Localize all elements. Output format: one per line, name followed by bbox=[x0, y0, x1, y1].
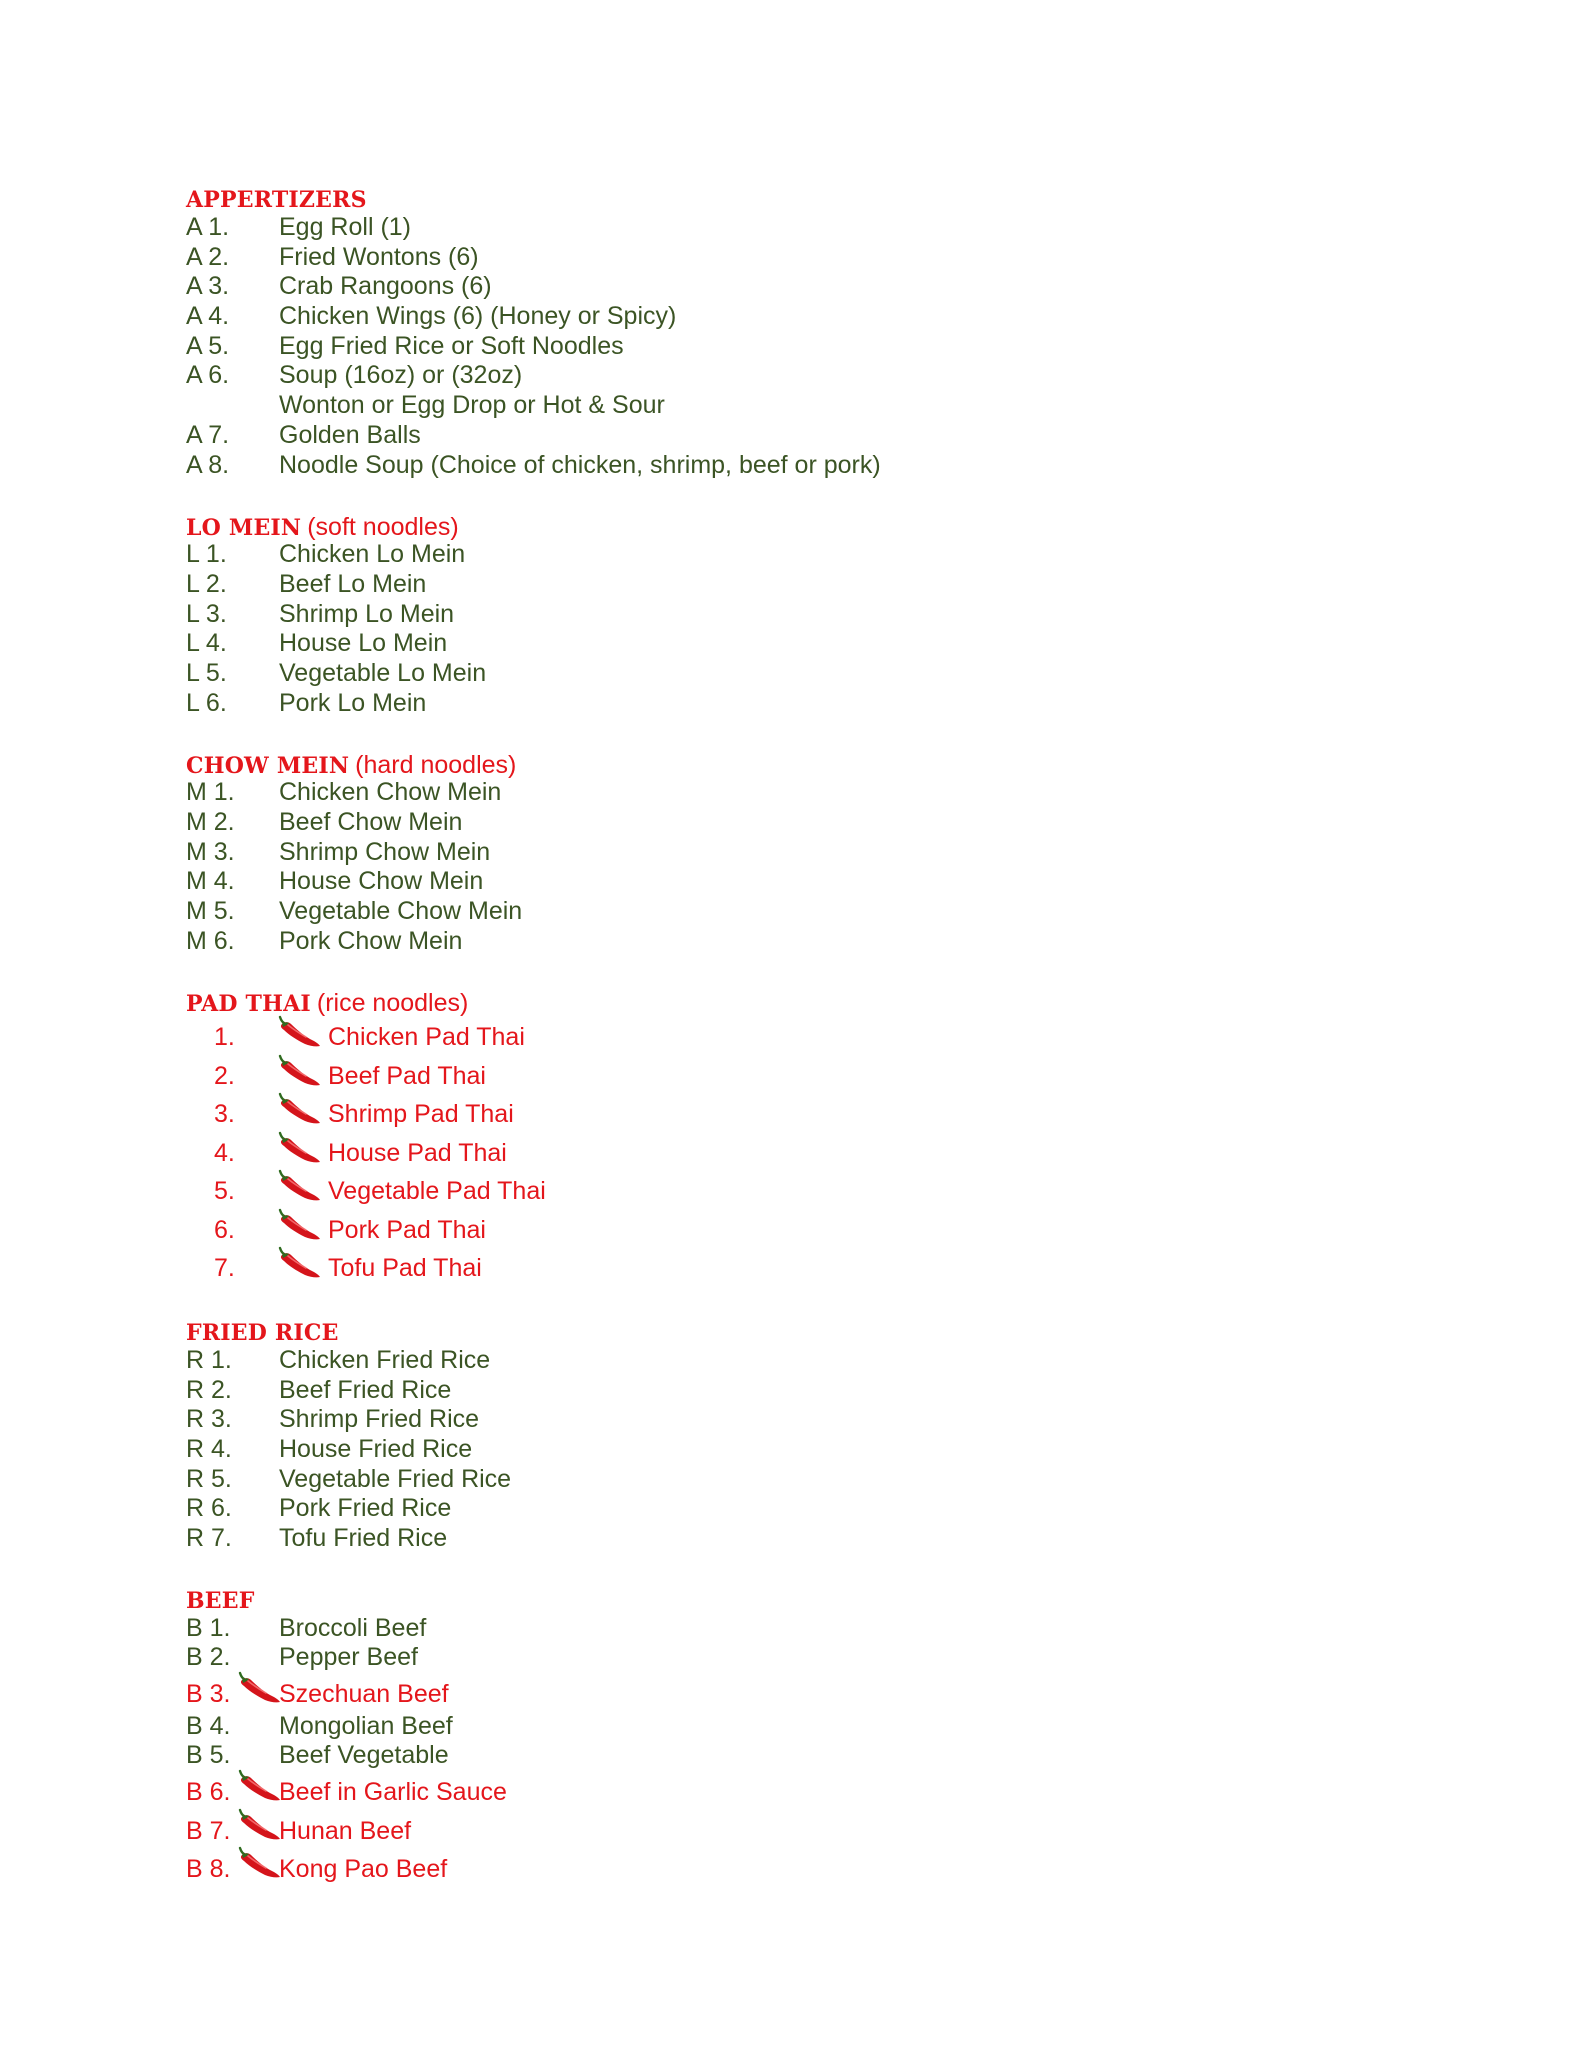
item-name: Chicken Chow Mein bbox=[279, 778, 502, 807]
chili-pepper-icon bbox=[276, 1168, 322, 1206]
item-name: Vegetable Lo Mein bbox=[279, 658, 487, 687]
item-name: Noodle Soup (Choice of chicken, shrimp, beef or pork) bbox=[279, 450, 881, 479]
menu-item bbox=[186, 1524, 1436, 1554]
chili-pepper-icon bbox=[276, 1053, 322, 1091]
menu-item bbox=[186, 1712, 1436, 1742]
menu-item bbox=[186, 1346, 1436, 1376]
item-name: Pork Pad Thai bbox=[328, 1215, 486, 1244]
chili-pepper-icon bbox=[276, 1207, 322, 1245]
section-heading bbox=[186, 748, 1436, 778]
item-code: A 1. bbox=[186, 213, 230, 241]
item-name: Broccoli Beef bbox=[279, 1613, 427, 1642]
section-title: LO MEIN bbox=[186, 515, 302, 542]
item-code: R 2. bbox=[186, 1375, 232, 1404]
item-code: L 5. bbox=[186, 658, 227, 687]
menu-item bbox=[186, 361, 1436, 391]
menu-item-spicy bbox=[186, 1170, 1436, 1209]
item-code: A 3. bbox=[186, 272, 230, 301]
item-name: Chicken Fried Rice bbox=[279, 1345, 491, 1374]
section-title: CHOW MEIN bbox=[186, 753, 350, 780]
item-code: 2. bbox=[214, 1061, 235, 1090]
item-name: Vegetable Chow Mein bbox=[279, 897, 523, 926]
menu-item bbox=[186, 838, 1436, 868]
menu-item-spicy bbox=[186, 1016, 1436, 1055]
menu-item-spicy bbox=[186, 1247, 1436, 1286]
item-code: R 1. bbox=[186, 1345, 232, 1374]
menu-item bbox=[186, 1494, 1436, 1524]
item-code: L 1. bbox=[186, 540, 227, 569]
item-code: A 8. bbox=[186, 450, 230, 479]
item-code: R 6. bbox=[186, 1494, 232, 1523]
section-heading bbox=[186, 1584, 1436, 1614]
item-name: Chicken Wings (6) (Honey or Spicy) bbox=[279, 302, 677, 331]
item-code: 1. bbox=[214, 1023, 235, 1052]
chili-pepper-icon bbox=[276, 1130, 322, 1168]
menu-item bbox=[186, 867, 1436, 897]
item-code: M 2. bbox=[186, 808, 235, 836]
menu-item bbox=[186, 778, 1436, 808]
menu-item-note bbox=[186, 391, 1436, 421]
item-name: Beef Chow Mein bbox=[279, 808, 463, 836]
chili-pepper-icon bbox=[236, 1768, 282, 1806]
item-code: 3. bbox=[214, 1100, 235, 1129]
section-heading bbox=[186, 183, 1436, 213]
item-name: Szechuan Beef bbox=[279, 1680, 449, 1709]
item-name: Crab Rangoons (6) bbox=[279, 272, 492, 301]
item-code: A 7. bbox=[186, 420, 230, 449]
item-name: Fried Wontons (6) bbox=[279, 242, 479, 271]
item-name: Golden Balls bbox=[279, 420, 421, 449]
menu-item bbox=[186, 600, 1436, 630]
item-code: 4. bbox=[214, 1138, 235, 1167]
item-code: R 7. bbox=[186, 1524, 232, 1553]
menu-item bbox=[186, 1614, 1436, 1644]
item-name: Kong Pao Beef bbox=[279, 1855, 448, 1883]
item-code: M 4. bbox=[186, 867, 235, 896]
chili-pepper-icon bbox=[236, 1807, 282, 1845]
item-code: B 5. bbox=[186, 1741, 231, 1770]
menu-item bbox=[186, 1741, 1436, 1771]
item-code: B 2. bbox=[186, 1643, 231, 1672]
item-name: Vegetable Pad Thai bbox=[328, 1177, 546, 1206]
menu-item bbox=[186, 302, 1436, 332]
menu-item-spicy bbox=[186, 1093, 1436, 1132]
item-name: Beef Pad Thai bbox=[328, 1061, 486, 1090]
menu-item-spicy bbox=[186, 1673, 1436, 1712]
item-name: Beef Lo Mein bbox=[279, 569, 427, 598]
item-name: Chicken Lo Mein bbox=[279, 540, 466, 569]
item-name: Beef Vegetable bbox=[279, 1741, 449, 1770]
item-name: Tofu Fried Rice bbox=[279, 1524, 448, 1553]
item-name: Vegetable Fried Rice bbox=[279, 1464, 512, 1493]
section-heading bbox=[186, 510, 1436, 540]
chili-pepper-icon bbox=[276, 1014, 322, 1052]
menu-item bbox=[186, 897, 1436, 927]
menu-item bbox=[186, 1405, 1436, 1435]
item-name: House Fried Rice bbox=[279, 1435, 473, 1463]
item-name: Wonton or Egg Drop or Hot & Sour bbox=[279, 391, 665, 420]
item-code: L 4. bbox=[186, 629, 227, 658]
menu-item-spicy bbox=[186, 1055, 1436, 1094]
item-code: R 4. bbox=[186, 1435, 232, 1463]
item-name: Pork Fried Rice bbox=[279, 1494, 452, 1523]
item-code: A 6. bbox=[186, 361, 230, 390]
item-name: Shrimp Chow Mein bbox=[279, 837, 491, 866]
menu-item bbox=[186, 1376, 1436, 1406]
section-title: APPERTIZERS bbox=[186, 187, 367, 213]
section-appetizers bbox=[186, 183, 1436, 480]
section-subtitle: (hard noodles) bbox=[355, 751, 517, 780]
item-name: Mongolian Beef bbox=[279, 1711, 453, 1740]
menu-item bbox=[186, 659, 1436, 689]
item-code: B 6. bbox=[186, 1778, 231, 1806]
item-name: Egg Fried Rice or Soft Noodles bbox=[279, 331, 624, 360]
item-code: L 2. bbox=[186, 569, 227, 598]
item-code: B 3. bbox=[186, 1680, 231, 1709]
item-code: A 4. bbox=[186, 302, 230, 331]
menu-item bbox=[186, 213, 1436, 243]
section-chow-mein bbox=[186, 748, 1436, 956]
item-code: M 1. bbox=[186, 778, 235, 807]
item-name: House Chow Mein bbox=[279, 867, 484, 896]
item-code: R 3. bbox=[186, 1405, 232, 1434]
menu-item bbox=[186, 689, 1436, 719]
item-name: House Lo Mein bbox=[279, 629, 448, 658]
chili-pepper-icon bbox=[276, 1245, 322, 1283]
item-name: Shrimp Fried Rice bbox=[279, 1405, 480, 1434]
menu-item bbox=[186, 1643, 1436, 1673]
item-name: Tofu Pad Thai bbox=[328, 1254, 482, 1283]
section-pad-thai bbox=[186, 986, 1436, 1286]
item-name: Pork Lo Mein bbox=[279, 688, 427, 717]
item-code: R 5. bbox=[186, 1464, 232, 1493]
item-code: L 6. bbox=[186, 688, 227, 717]
item-code: B 1. bbox=[186, 1613, 231, 1642]
item-code: 6. bbox=[214, 1215, 235, 1244]
item-name: Beef Fried Rice bbox=[279, 1375, 452, 1404]
section-subtitle: (soft noodles) bbox=[307, 513, 459, 542]
menu-item-spicy bbox=[186, 1132, 1436, 1171]
chili-pepper-icon bbox=[236, 1845, 282, 1883]
item-name: Egg Roll (1) bbox=[279, 213, 411, 241]
menu-item-spicy bbox=[186, 1209, 1436, 1248]
item-code: B 7. bbox=[186, 1816, 231, 1845]
menu-item bbox=[186, 1465, 1436, 1495]
item-code: A 5. bbox=[186, 331, 230, 360]
item-code: M 3. bbox=[186, 837, 235, 866]
section-lo-mein bbox=[186, 510, 1436, 718]
item-code: A 2. bbox=[186, 242, 230, 271]
item-code: L 3. bbox=[186, 599, 227, 628]
chili-pepper-icon bbox=[276, 1091, 322, 1129]
item-name: Pepper Beef bbox=[279, 1643, 418, 1672]
menu-item-spicy bbox=[186, 1771, 1436, 1810]
menu-item bbox=[186, 540, 1436, 570]
item-code: M 5. bbox=[186, 897, 235, 926]
menu-item-spicy bbox=[186, 1848, 1436, 1887]
section-fried-rice bbox=[186, 1316, 1436, 1554]
item-name: House Pad Thai bbox=[328, 1138, 507, 1167]
chili-pepper-icon bbox=[236, 1670, 282, 1708]
section-heading bbox=[186, 986, 1436, 1016]
item-name: Hunan Beef bbox=[279, 1816, 412, 1845]
menu-document bbox=[186, 183, 1436, 1887]
section-beef bbox=[186, 1584, 1436, 1887]
item-code: B 4. bbox=[186, 1711, 231, 1740]
section-title: BEEF bbox=[186, 1587, 255, 1614]
item-name: Shrimp Lo Mein bbox=[279, 599, 455, 628]
menu-item bbox=[186, 243, 1436, 273]
menu-item bbox=[186, 629, 1436, 659]
menu-item bbox=[186, 1435, 1436, 1465]
section-title: FRIED RICE bbox=[186, 1319, 339, 1346]
menu-item bbox=[186, 421, 1436, 451]
item-name: Beef in Garlic Sauce bbox=[279, 1778, 507, 1806]
item-code: M 6. bbox=[186, 926, 235, 955]
section-heading bbox=[186, 1316, 1436, 1346]
menu-item-spicy bbox=[186, 1810, 1436, 1849]
item-code: B 8. bbox=[186, 1855, 231, 1883]
menu-item bbox=[186, 808, 1436, 838]
section-subtitle: (rice noodles) bbox=[316, 989, 469, 1018]
item-name: Pork Chow Mein bbox=[279, 926, 463, 955]
item-name: Soup (16oz) or (32oz) bbox=[279, 361, 523, 390]
item-name: Chicken Pad Thai bbox=[328, 1023, 525, 1052]
section-title: PAD THAI bbox=[186, 991, 311, 1018]
menu-item bbox=[186, 570, 1436, 600]
menu-item bbox=[186, 927, 1436, 957]
menu-item bbox=[186, 272, 1436, 302]
menu-item bbox=[186, 451, 1436, 481]
item-name: Shrimp Pad Thai bbox=[328, 1100, 514, 1129]
item-code: 5. bbox=[214, 1177, 235, 1206]
item-code: 7. bbox=[214, 1254, 235, 1283]
menu-item bbox=[186, 332, 1436, 362]
